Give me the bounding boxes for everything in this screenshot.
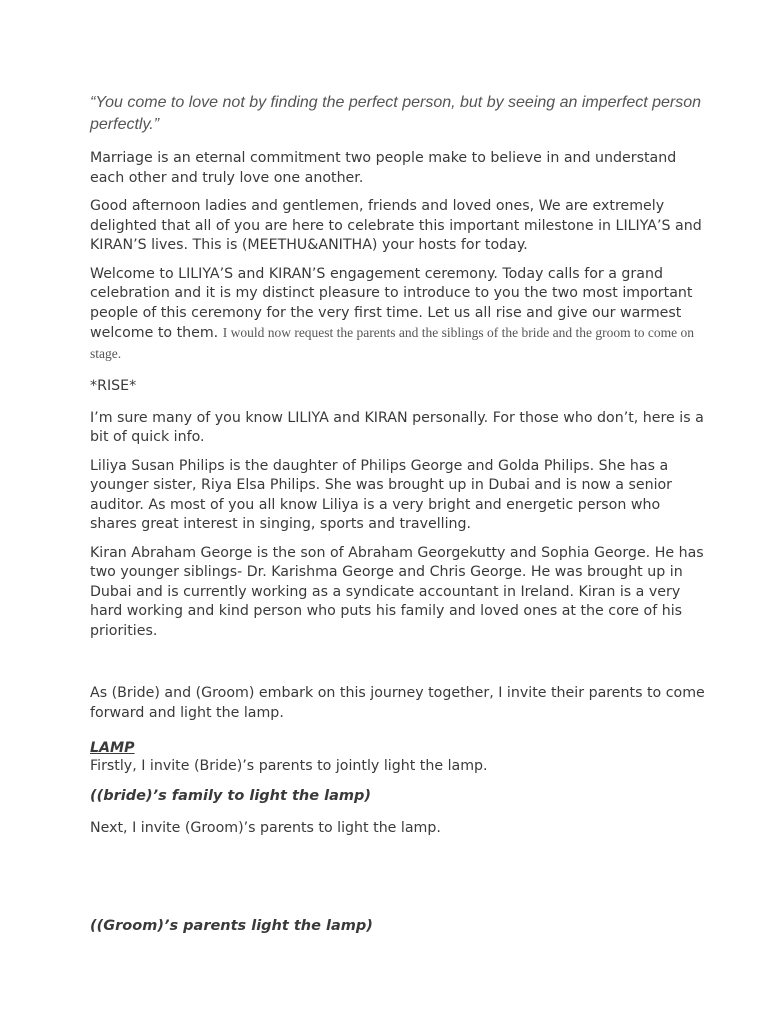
paragraph-kiran: Kiran Abraham George is the son of Abraham Georgekutty and Sophia George. He has two younger siblings- Dr. Karishma George and Chris George. He was brought up in Dubai and is currently working as a syndicate accountant in Ireland. Kiran is a very hard working and kind person who puts his family and loved ones at the core of his priorities. bbox=[90, 544, 704, 639]
paragraph-marriage: Marriage is an eternal commitment two people make to believe in and understand each other and truly love one another. bbox=[90, 150, 677, 186]
paragraph-greeting: Good afternoon ladies and gentlemen, friends and loved ones, We are extremely delighted that all of you are here to celebrate this important milestone in LILIYA’S and KIRAN’S lives. This is (MEETHU&ANITHA) your hosts for today. bbox=[90, 198, 702, 253]
spacer-large bbox=[90, 848, 710, 907]
paragraph-welcome bbox=[90, 265, 710, 365]
bride-family-cue: ((bride)’s family to light the lamp) bbox=[90, 787, 371, 804]
opening-quote: “You come to love not by finding the perfect person, but by seeing an imperfect person perfectly.” bbox=[90, 94, 702, 133]
paragraph-journey: As (Bride) and (Groom) embark on this journey together, I invite their parents to come forward and light the lamp. bbox=[90, 685, 705, 721]
document-page bbox=[90, 92, 710, 949]
welcome-text: Welcome to LILIYA’S and KIRAN’S engagement ceremony. Today calls for a grand celebration and it is my distinct pleasure to introduce to you the two most important people of this ceremony for the very first time. Let us all rise and give our warmest welcome to them. bbox=[90, 265, 693, 341]
welcome-request-text: I would now request the parents and the siblings of the bride and the groom to come on stage. bbox=[90, 325, 694, 361]
groom-invite-line: Next, I invite (Groom)’s parents to light the lamp. bbox=[90, 820, 441, 836]
rise-cue: *RISE* bbox=[90, 378, 137, 394]
paragraph-liliya: Liliya Susan Philips is the daughter of Philips George and Golda Philips. She has a younger sister, Riya Elsa Philips. She was brought up in Dubai and is now a senior auditor. As most of you all know Liliya is a very bright and energetic person who shares great interest in singing, sports and travelling. bbox=[90, 457, 673, 532]
lamp-heading: LAMP bbox=[90, 740, 135, 756]
bride-invite-text: Firstly, I invite (Bride)’s parents to jointly light the lamp. bbox=[90, 758, 488, 774]
bride-invite-line bbox=[90, 757, 710, 777]
groom-family-cue: ((Groom)’s parents light the lamp) bbox=[90, 917, 373, 934]
spacer bbox=[90, 650, 710, 684]
paragraph-intro: I’m sure many of you know LILIYA and KIRAN personally. For those who don’t, here is a bit of quick info. bbox=[90, 409, 704, 445]
